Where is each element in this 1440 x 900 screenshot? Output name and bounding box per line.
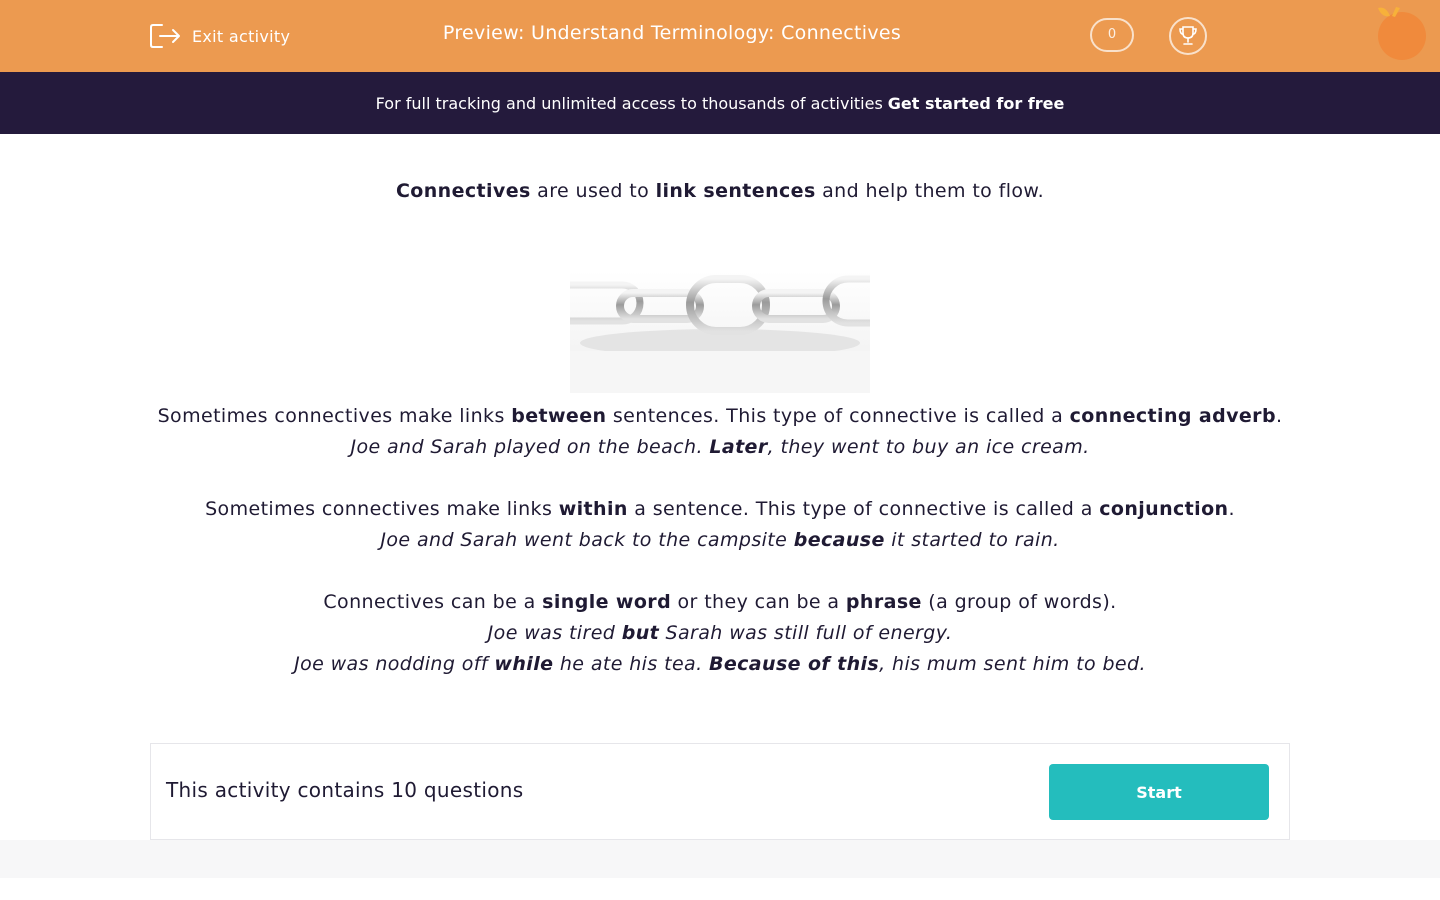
activity-footer — [150, 743, 1290, 840]
intro-text-1: are used to — [530, 180, 656, 202]
example-2 — [150, 525, 1290, 556]
e2-text-1: Joe and Sarah went back to the campsite — [380, 529, 794, 551]
get-started-link[interactable]: Get started for free — [887, 93, 1065, 113]
exit-activity-label: Exit activity — [192, 26, 291, 46]
intro-bold-2: link sentences — [655, 180, 816, 202]
p2-bold-1: within — [558, 498, 628, 520]
trophy-button[interactable] — [1169, 17, 1207, 55]
e1-text-1: Joe and Sarah played on the beach. — [350, 436, 710, 458]
e1-text-2: , they went to buy an ice cream. — [767, 436, 1090, 458]
p2-text-3: . — [1228, 498, 1235, 520]
example-3 — [150, 618, 1290, 649]
p3-bold-1: single word — [542, 591, 672, 613]
example-1 — [150, 432, 1290, 463]
question-count: This activity contains 10 questions — [166, 778, 524, 802]
top-bar — [0, 0, 1440, 72]
e3-bold-1: but — [621, 622, 660, 644]
bottom-strip — [0, 840, 1440, 878]
chain-image — [570, 271, 870, 393]
p1-bold-1: between — [511, 405, 607, 427]
example-4 — [150, 649, 1290, 680]
e4-text-3: , his mum sent him to bed. — [879, 653, 1146, 675]
trophy-icon — [1176, 24, 1200, 48]
intro-bold-1: Connectives — [395, 180, 531, 202]
intro-paragraph — [150, 176, 1290, 207]
e3-text-1: Joe was tired — [487, 622, 622, 644]
e4-text-2: he ate his tea. — [553, 653, 709, 675]
e4-bold-2: Because of this — [708, 653, 880, 675]
p2-bold-2: conjunction — [1099, 498, 1229, 520]
promo-text: For full tracking and unlimited access to thousands of activities — [375, 93, 883, 113]
intro-text-2: and help them to flow. — [815, 180, 1045, 202]
e3-text-2: Sarah was still full of energy. — [659, 622, 953, 644]
logo-icon — [1374, 4, 1430, 62]
exit-activity-button[interactable] — [148, 20, 290, 52]
start-button[interactable]: Start — [1049, 764, 1269, 820]
connecting-adverb-paragraph — [150, 401, 1290, 432]
e4-bold-1: while — [494, 653, 554, 675]
p1-bold-2: connecting adverb — [1069, 405, 1276, 427]
page-title: Preview: Understand Terminology: Connectives — [442, 22, 902, 44]
exit-icon — [148, 22, 182, 50]
p1-text-2: sentences. This type of connective is called a — [606, 405, 1070, 427]
e2-text-2: it started to rain. — [884, 529, 1060, 551]
p3-text-2: or they can be a — [671, 591, 846, 613]
p2-text-2: a sentence. This type of connective is called a — [627, 498, 1100, 520]
p3-bold-2: phrase — [845, 591, 922, 613]
p2-text-1: Sometimes connectives make links — [205, 498, 559, 520]
p1-text-1: Sometimes connectives make links — [157, 405, 512, 427]
conjunction-paragraph — [150, 494, 1290, 525]
p3-text-1: Connectives can be a — [323, 591, 543, 613]
e2-bold-1: because — [793, 529, 885, 551]
p3-text-3: (a group of words). — [921, 591, 1117, 613]
e1-bold-1: Later — [709, 436, 768, 458]
e4-text-1: Joe was nodding off — [294, 653, 495, 675]
score-badge: 0 — [1090, 18, 1134, 52]
p1-text-3: . — [1275, 405, 1283, 427]
lesson-content — [150, 176, 1290, 680]
promo-banner — [0, 72, 1440, 134]
word-or-phrase-paragraph — [150, 587, 1290, 618]
